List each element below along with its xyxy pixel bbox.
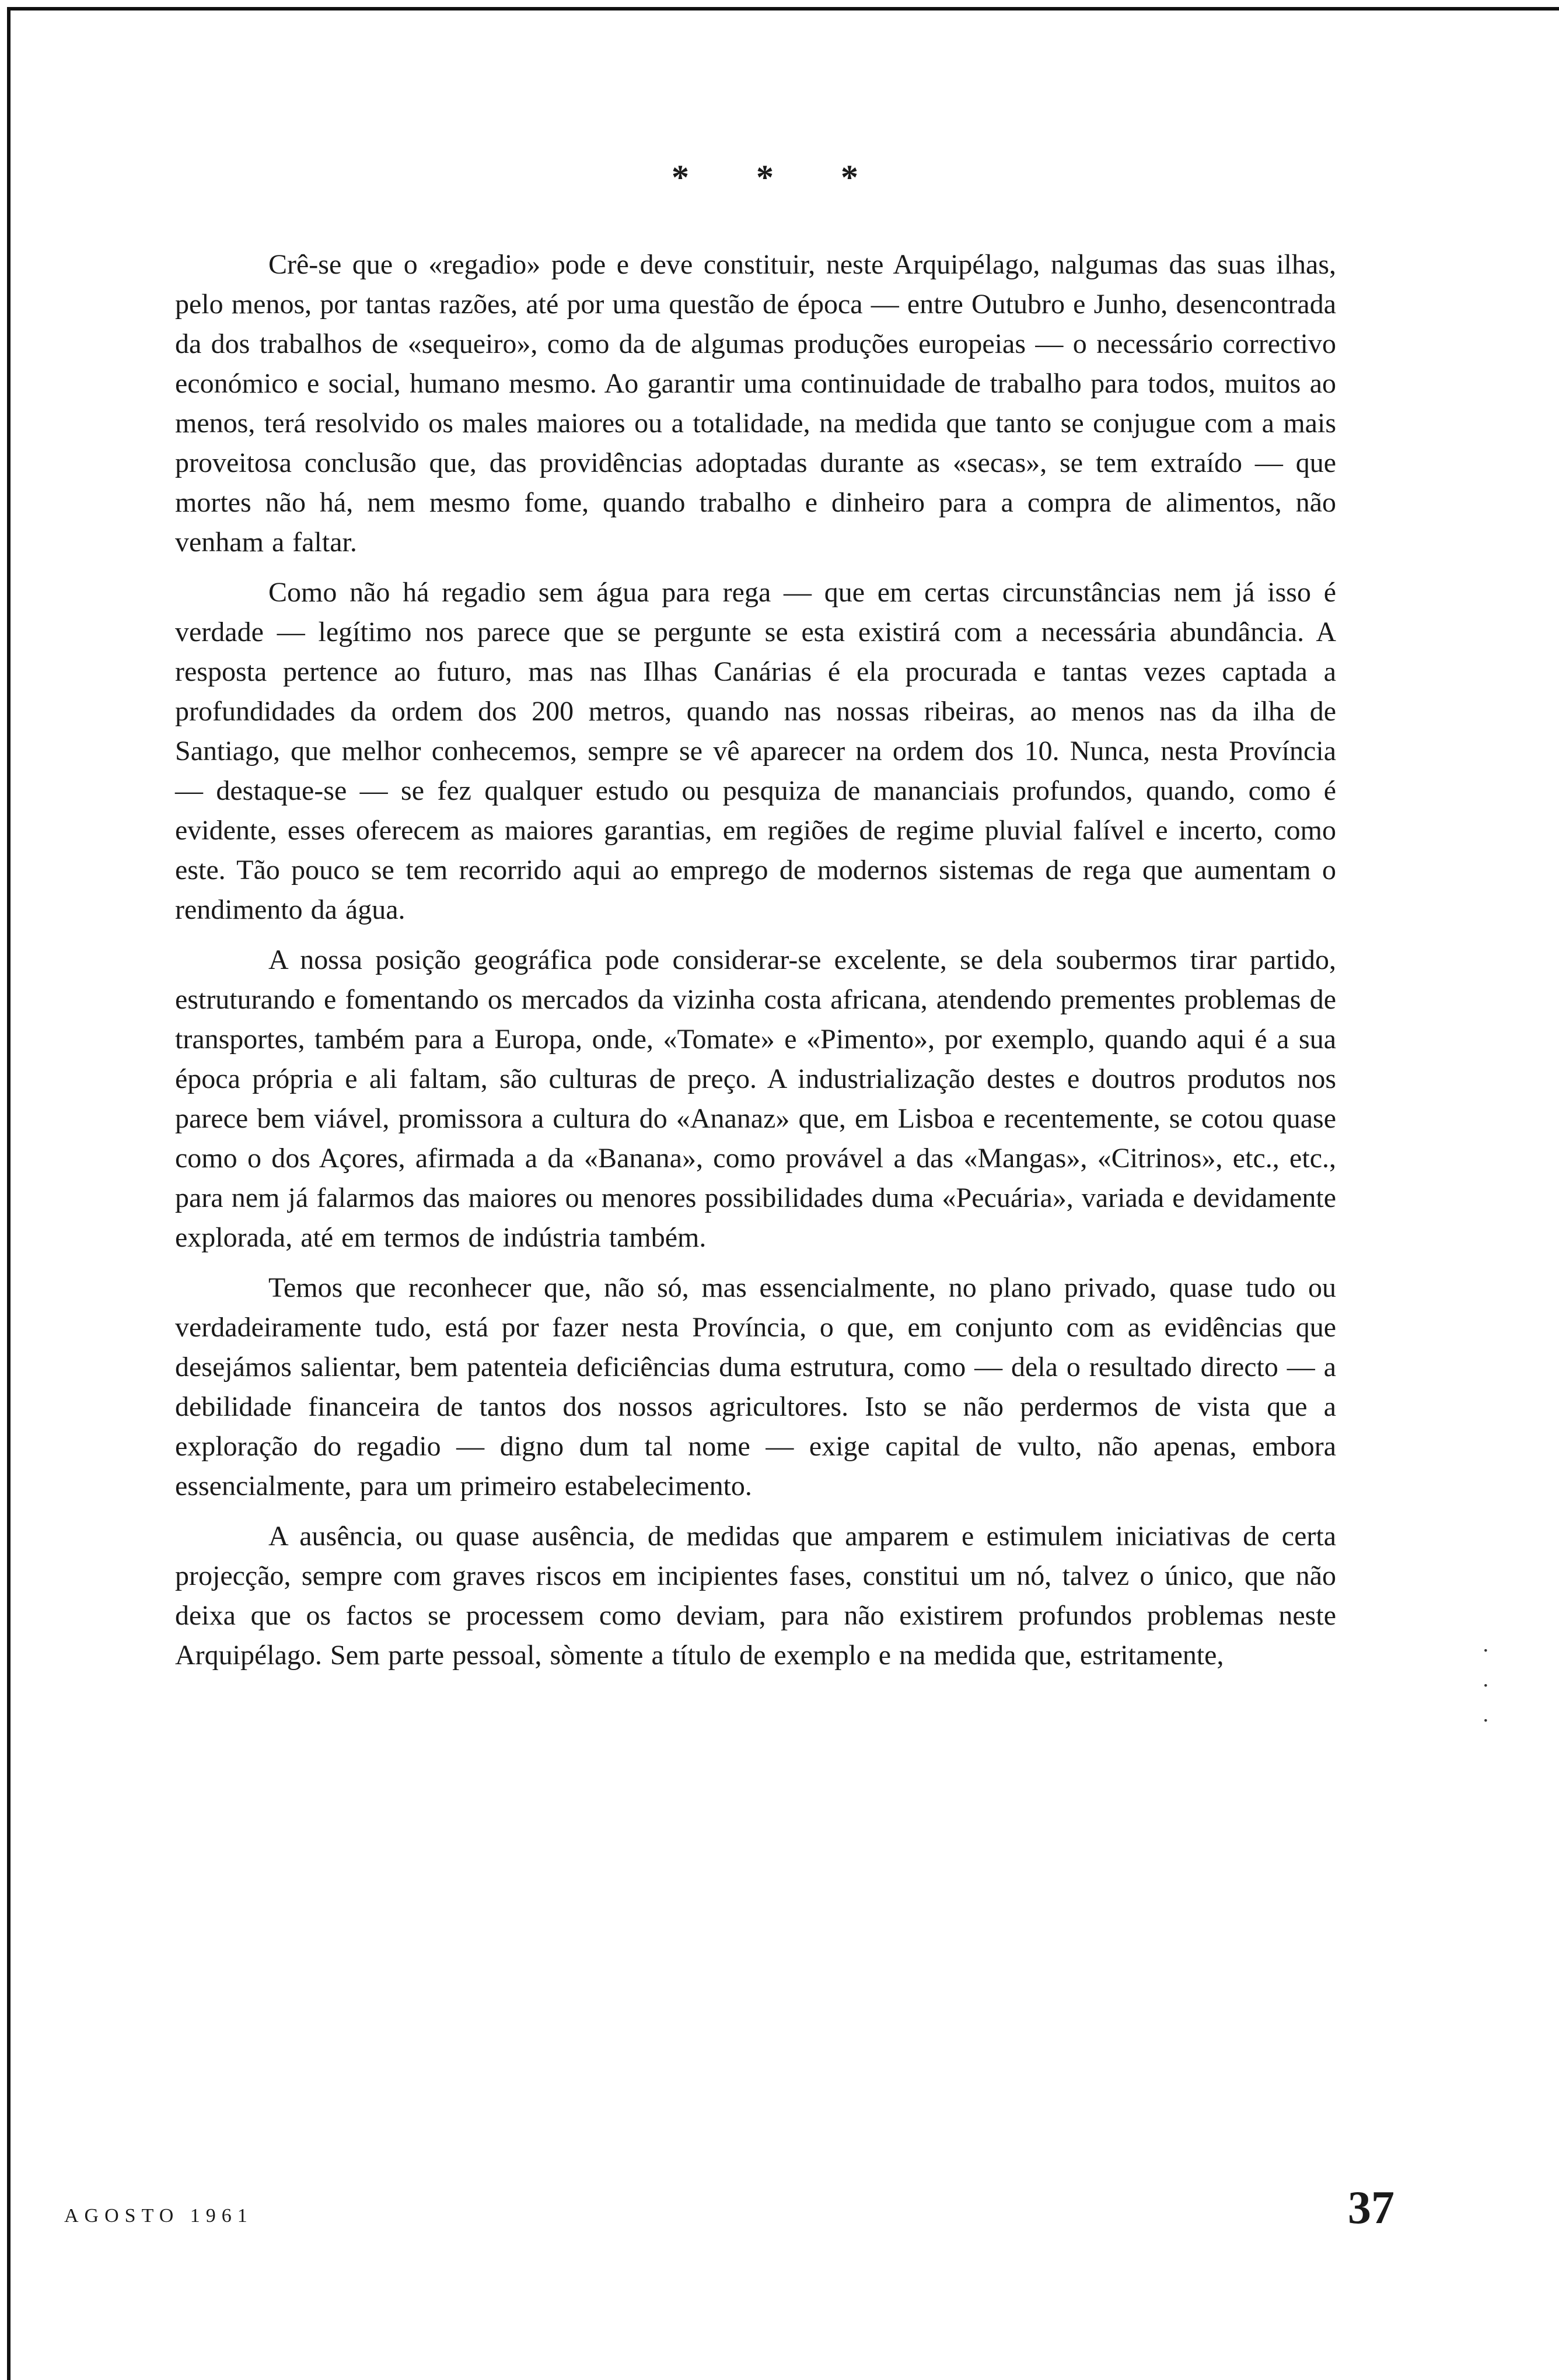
paragraph-regadio: Crê-se que o «regadio» pode e deve constituir, neste Arquipélago, nalgumas das suas ilhas, pelo menos, por tantas razões, até por uma questão de época — entre Outubro e Junho, desencontrada da dos trabalhos de «sequeiro», como da de algumas produções europeias — o necessário correctivo económico e social, humano mesmo. Ao garantir uma continuidade de trabalho para todos, muitos ao menos, terá resolvido os males maiores ou a totalidade, na medida que tanto se conjugue com a mais proveitosa conclusão que, das providências adoptadas durante as «secas», se tem extraído — que mortes não há, nem mesmo fome, quando trabalho e dinheiro para a compra de alimentos, não venham a faltar. <box>175 249 1336 558</box>
issue-date: AGOSTO 1961 <box>64 2205 253 2227</box>
paragraph-plano-privado: Temos que reconhecer que, não só, mas essencialmente, no plano privado, quase tudo ou verdadeiramente tudo, está por fazer nesta Província, o que, em conjunto com as evidências que desejámos salientar, bem patenteia deficiências duma estrutura, como — dela o resultado directo — a debilidade financeira de tantos dos nossos agricultores. Isto se não perdermos de vista que a exploração do regadio — digno dum tal nome — exige capital de vulto, não apenas, embora essencialmente, para um primeiro estabelecimento. <box>175 1272 1336 1502</box>
page-number: 37 <box>1348 2182 1394 2234</box>
margin-marks: · · · <box>1482 1639 1490 1733</box>
paragraph-posicao-geografica: A nossa posição geográfica pode considerar-se excelente, se dela soubermos tirar partido, estruturando e fomentando os mercados da vizinha costa africana, atendendo prementes problemas de transportes, também para a Europa, onde, «Tomate» e «Pimento», por exemplo, quando aqui é a sua época própria e ali faltam, são culturas de preço. A industrialização destes e doutros produtos nos parece bem viável, promissora a cultura do «Ananaz» que, em Lisboa e recentemente, se cotou quase como o dos Açores, afirmada a da «Banana», como provável a das «Mangas», «Citrinos», etc., etc., para nem já falarmos das maiores ou menores possibilidades duma «Pecuária», variada e devidamente explorada, até em termos de indústria também. <box>175 944 1336 1253</box>
article-body <box>175 245 1336 1686</box>
paragraph-agua: Como não há regadio sem água para rega — que em certas circunstâncias nem já isso é verdade — legítimo nos parece que se pergunte se esta existirá com a necessária abundância. A resposta pertence ao futuro, mas nas Ilhas Canárias é ela procurada e tantas vezes captada a profundidades da ordem dos 200 metros, quando nas nossas ribeiras, ao menos nas da ilha de Santiago, que melhor conhecemos, sempre se vê aparecer na ordem dos 10. Nunca, nesta Província — destaque-se — se fez qualquer estudo ou pesquiza de mananciais profundos, quando, como é evidente, esses oferecem as maiores garantias, em regiões de regime pluvial falível e incerto, como este. Tão pouco se tem recorrido aqui ao emprego de modernos sistemas de rega que aumentam o rendimento da água. <box>175 577 1336 925</box>
section-separator: * * * <box>672 158 887 197</box>
paragraph-ausencia-medidas: A ausência, ou quase ausência, de medidas que amparem e estimulem iniciativas de certa projecção, sempre com graves riscos em incipientes fases, constitui um nó, talvez o único, que não deixa que os factos se processem como deviam, para não existirem profundos problemas neste Arquipélago. Sem parte pessoal, sòmente a título de exemplo e na medida que, estritamente, <box>175 1521 1336 1671</box>
